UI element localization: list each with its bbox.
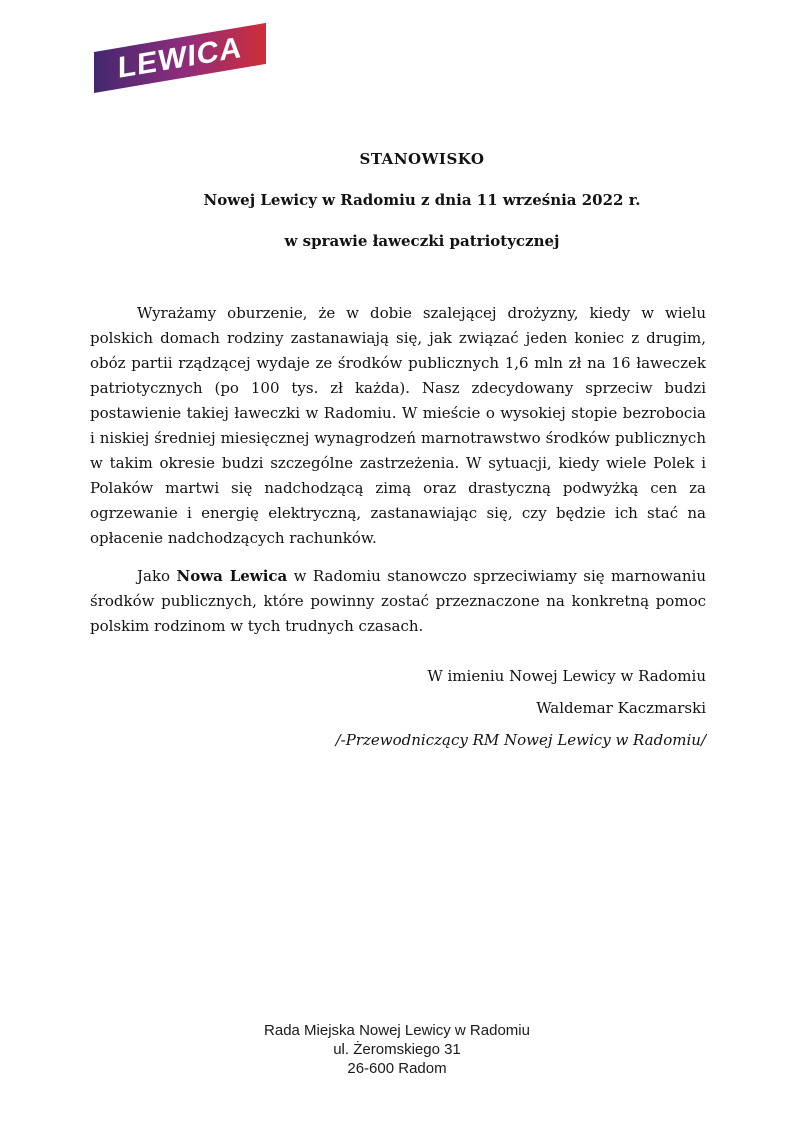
document-subtitle: Nowej Lewicy w Radomiu z dnia 11 września 2022 r. xyxy=(203,191,641,209)
lewica-logo-banner xyxy=(94,23,266,93)
signature-block xyxy=(90,664,706,760)
paragraph-2-prefix: Jako xyxy=(137,567,177,585)
document-body xyxy=(90,301,706,652)
footer-city: 26-600 Radom xyxy=(347,1060,447,1077)
signature-on-behalf: W imieniu Nowej Lewicy w Radomiu xyxy=(427,667,706,685)
paragraph-2-suffix: w Radomiu stanowczo sprzeciwiamy się marnowaniu środków publicznych, które powinny zostać przeznaczone na konkretną pomoc polskim rodzinom w tych trudnych czasach. xyxy=(90,567,706,635)
signature-name: Waldemar Kaczmarski xyxy=(536,699,706,717)
footer-street: ul. Żeromskiego 31 xyxy=(333,1041,461,1058)
lewica-logo-text: LEWICA xyxy=(117,30,243,85)
paragraph-2-bold-party-name: Nowa Lewica xyxy=(176,567,288,585)
paragraph-2 xyxy=(90,564,706,639)
footer-organization: Rada Miejska Nowej Lewicy w Radomiu xyxy=(264,1022,530,1039)
document-title: STANOWISKO xyxy=(359,150,485,168)
footer-address-block xyxy=(0,1021,794,1078)
signature-role: /-Przewodniczący RM Nowej Lewicy w Radomiu/ xyxy=(335,731,706,749)
paragraph-1: Wyrażamy oburzenie, że w dobie szalejącej drożyzny, kiedy w wielu polskich domach rodziny zastanawiają się, jak związać jeden koniec z drugim, obóz partii rządzącej wydaje ze środków publicznych 1,6 mln zł na 16 ławeczek patriotycznych (po 100 tys. zł każda). Nasz zdecydowany sprzeciw budzi postawienie takiej ławeczki w Radomiu. W mieście o wysokiej stopie bezrobocia i niskiej średniej miesięcznej wynagrodzeń marnotrawstwo środków publicznych w takim okresie budzi szczególne zastrzeżenia. W sytuacji, kiedy wiele Polek i Polaków martwi się nadchodzącą zimą oraz drastyczną podwyżką cen za ogrzewanie i energię elektryczną, zastanawiając się, czy będzie ich stać na opłacenie nadchodzących rachunków. xyxy=(90,304,706,547)
document-subject: w sprawie ławeczki patriotycznej xyxy=(284,232,560,250)
